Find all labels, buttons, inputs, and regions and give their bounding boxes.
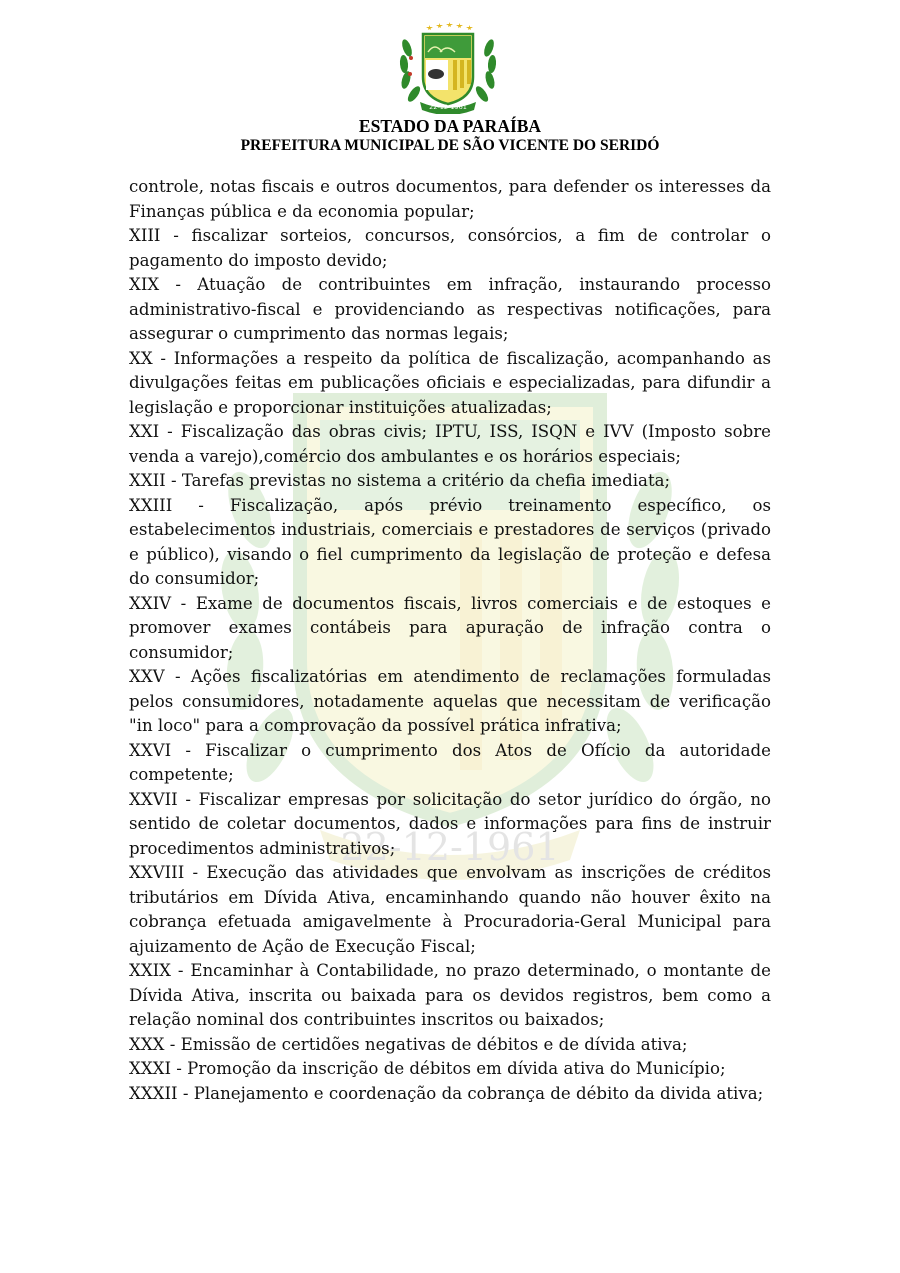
paragraph-xxv: XXV - Ações fiscalizatórias em atendimento de reclamações formuladas pelos consumidores, notadamente aquelas que necessitam de verificação "in loco" para a comprovação da possível prática infrativa; [129,667,771,735]
paragraph-xxx: XXX - Emissão de certidões negativas de débitos e de dívida ativa; [129,1034,688,1054]
paragraph-xxiii: XXIII - Fiscalização, após prévio treinamento específico, os estabelecimentos industriais, comerciais e prestadores de serviços (privado e público), visando o fiel cumprimento da legislação de proteção e defesa do consumidor; [129,495,771,588]
paragraph-xxi: XXI - Fiscalização das obras civis; IPTU, ISS, ISQN e IVV (Imposto sobre venda a varejo),comércio dos ambulantes e os horários especiais; [129,422,771,466]
crest-shield-top [425,36,471,58]
paragraph-xxxii: XXXII - Planejamento e coordenação da cobrança de débito da divida ativa; [129,1083,764,1103]
crest-cow-icon [428,69,444,79]
paragraph-xxix: XXIX - Encaminhar à Contabilidade, no prazo determinado, o montante de Dívida Ativa, inscrita ou baixada para os devidos registros, bem como a relação nominal dos contribuintes inscritos ou baixados; [129,961,771,1029]
header-prefeitura: PREFEITURA MUNICIPAL DE SÃO VICENTE DO SERIDÓ [240,137,660,154]
municipal-crest [395,22,501,114]
header-state: ESTADO DA PARAÍBA [358,116,542,136]
paragraph-xix: XIX - Atuação de contribuintes em infração, instaurando processo administrativo-fiscal e providenciando as respectivas notificações, para assegurar o cumprimento das normas legais; [129,275,771,343]
paragraph-xxii: XXII - Tarefas previstas no sistema a critério da chefia imediata; [129,471,671,490]
crest-laurel-right-icon [474,38,497,103]
document-body [129,175,771,1106]
paragraph-xx: XX - Informações a respeito da política de fiscalização, acompanhando as divulgações feitas em publicações oficiais e especializadas, para difundir a legislação e proporcionar instituições atualizadas; [129,348,771,417]
crest-laurel-left-icon [399,38,422,103]
paragraph-xxvi: XXVI - Fiscalizar o cumprimento dos Atos de Ofício da autoridade competente; [129,740,771,784]
paragraph-xxiv: XXIV - Exame de documentos fiscais, livros comerciais e de estoques e promover exames contábeis para apuração de infração contra o consumidor; [129,593,771,662]
paragraph-xxviii: XXVIII - Execução das atividades que envolvam as inscrições de créditos tributários em Dívida Ativa, encaminhando quando não houver êxito na cobrança efetuada amigavelmente à Procuradoria-Geral Municipal para ajuizamento de Ação de Execução Fiscal; [129,863,771,956]
crest-stars-icon [426,22,473,30]
paragraph-controle: controle, notas fiscais e outros documentos, para defender os interesses da Finanças pública e da economia popular; [129,177,771,221]
paragraph-xxxi: XXXI - Promoção da inscrição de débitos em dívida ativa do Município; [129,1059,726,1078]
crest-date: 22-12-1961 [429,103,467,111]
paragraph-xxvii: XXVII - Fiscalizar empresas por solicitação do setor jurídico do órgão, no sentido de coletar documentos, dados e informações para fins de instruir procedimentos administrativos; [129,789,771,858]
paragraph-xiii: XIII - fiscalizar sorteios, concursos, consórcios, a fim de controlar o pagamento do imposto devido; [129,226,771,270]
watermark-date: 22-12-1961 [340,825,560,869]
